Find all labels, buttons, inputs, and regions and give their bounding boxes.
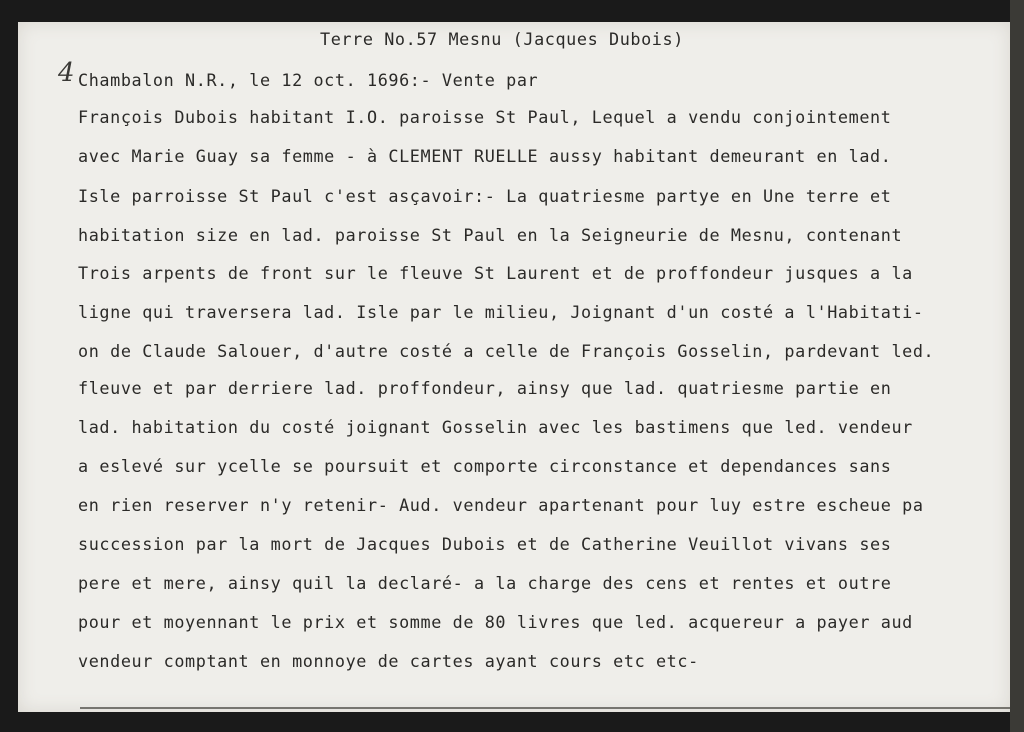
text-line-5: habitation size en lad. paroisse St Paul en la Seigneurie de Mesnu, contenant	[78, 225, 903, 245]
text-line-13: succession par la mort de Jacques Dubois et de Catherine Veuillot vivans ses	[78, 534, 892, 554]
text-line-8: on de Claude Salouer, d'autre costé a celle de François Gosselin, pardevant led.	[78, 341, 935, 361]
card-title: Terre No.57 Mesnu (Jacques Dubois)	[320, 29, 684, 49]
text-line-11: a eslevé sur ycelle se poursuit et comporte circonstance et dependances sans	[78, 456, 892, 476]
text-line-15: pour et moyennant le prix et somme de 80 livres que led. acquereur a payer aud	[78, 612, 913, 632]
text-line-6: Trois arpents de front sur le fleuve St Laurent et de proffondeur jusques a la	[78, 263, 913, 283]
text-line-3: avec Marie Guay sa femme - à CLEMENT RUELLE aussy habitant demeurant en lad.	[78, 146, 892, 166]
text-line-10: lad. habitation du costé joignant Gosselin avec les bastimens que led. vendeur	[78, 417, 913, 437]
margin-number: 4	[58, 58, 75, 88]
bottom-rule	[80, 707, 1020, 709]
index-card	[18, 22, 1010, 712]
text-line-1: Chambalon N.R., le 12 oct. 1696:- Vente par	[78, 70, 539, 90]
text-line-4: Isle parroisse St Paul c'est asçavoir:- La quatriesme partye en Une terre et	[78, 186, 892, 206]
text-line-12: en rien reserver n'y retenir- Aud. vendeur apartenant pour luy estre escheue pa	[78, 495, 924, 515]
text-line-16: vendeur comptant en monnoye de cartes ayant cours etc etc-	[78, 651, 699, 671]
text-line-9: fleuve et par derriere lad. proffondeur, ainsy que lad. quatriesme partie en	[78, 378, 892, 398]
page-edge	[1010, 0, 1024, 732]
text-line-2: François Dubois habitant I.O. paroisse St Paul, Lequel a vendu conjointement	[78, 107, 892, 127]
text-line-14: pere et mere, ainsy quil la declaré- a la charge des cens et rentes et outre	[78, 573, 892, 593]
text-line-7: ligne qui traversera lad. Isle par le milieu, Joignant d'un costé a l'Habitati-	[78, 302, 924, 322]
